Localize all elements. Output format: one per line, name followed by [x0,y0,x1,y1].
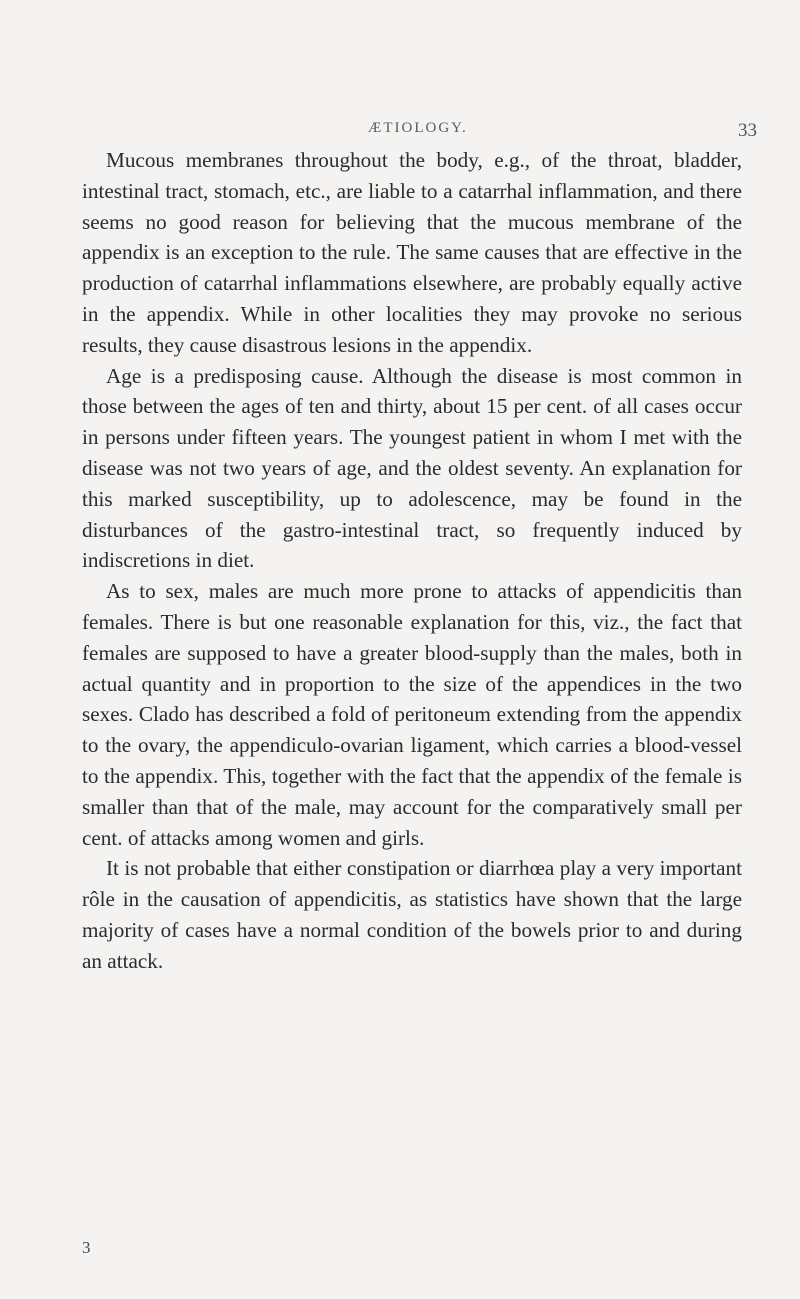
running-title: ÆTIOLOGY. [368,120,468,136]
paragraph-sex: As to sex, males are much more prone to attacks of appendicitis than females. There is but one reasonable explanation for this, viz., the fact that females are supposed to have a greater blood-supply than the males, both in actual quantity and in proportion to the size of the appendices in the two sexes. Clado has described a fold of peritoneum extending from the appendix to the ovary, the appendiculo-ovarian ligament, which carries a blood-vessel to the appendix. This, together with the fact that the appendix of the female is smaller than that of the male, may account for the comparatively small per cent. of attacks among women and girls. [82,579,742,850]
paragraph-age: Age is a predisposing cause. Although the disease is most common in those between the ages of ten and thirty, about 15 per cent. of all cases occur in persons under fifteen years. The youngest patient in whom I met with the disease was not two years of age, and the oldest seventy. An explanation for this marked susceptibility, up to adolescence, may be found in the disturbances of the gastro-intestinal tract, so frequently induced by indiscretions in diet. [82,363,742,573]
paragraph-mucous-membranes: Mucous membranes throughout the body, e.g., of the throat, bladder, intestinal tract, stomach, etc., are liable to a catarrhal inflammation, and there seems no good reason for believing that the mucous membrane of the appendix is an exception to the rule. The same causes that are effective in the production of catarrhal inflammations elsewhere, are probably equally active in the appendix. While in other localities they may provoke no serious results, they cause disastrous lesions in the appendix. [82,148,742,357]
signature-mark: 3 [82,1238,91,1257]
running-head [0,120,800,144]
page-number: 33 [738,120,757,141]
paragraph-constipation: It is not probable that either constipation or diarrhœa play a very important rôle in the causation of appendicitis, as statistics have shown that the large majority of cases have a normal condition of the bowels prior to and during an attack. [82,856,742,973]
body-text [82,145,742,977]
